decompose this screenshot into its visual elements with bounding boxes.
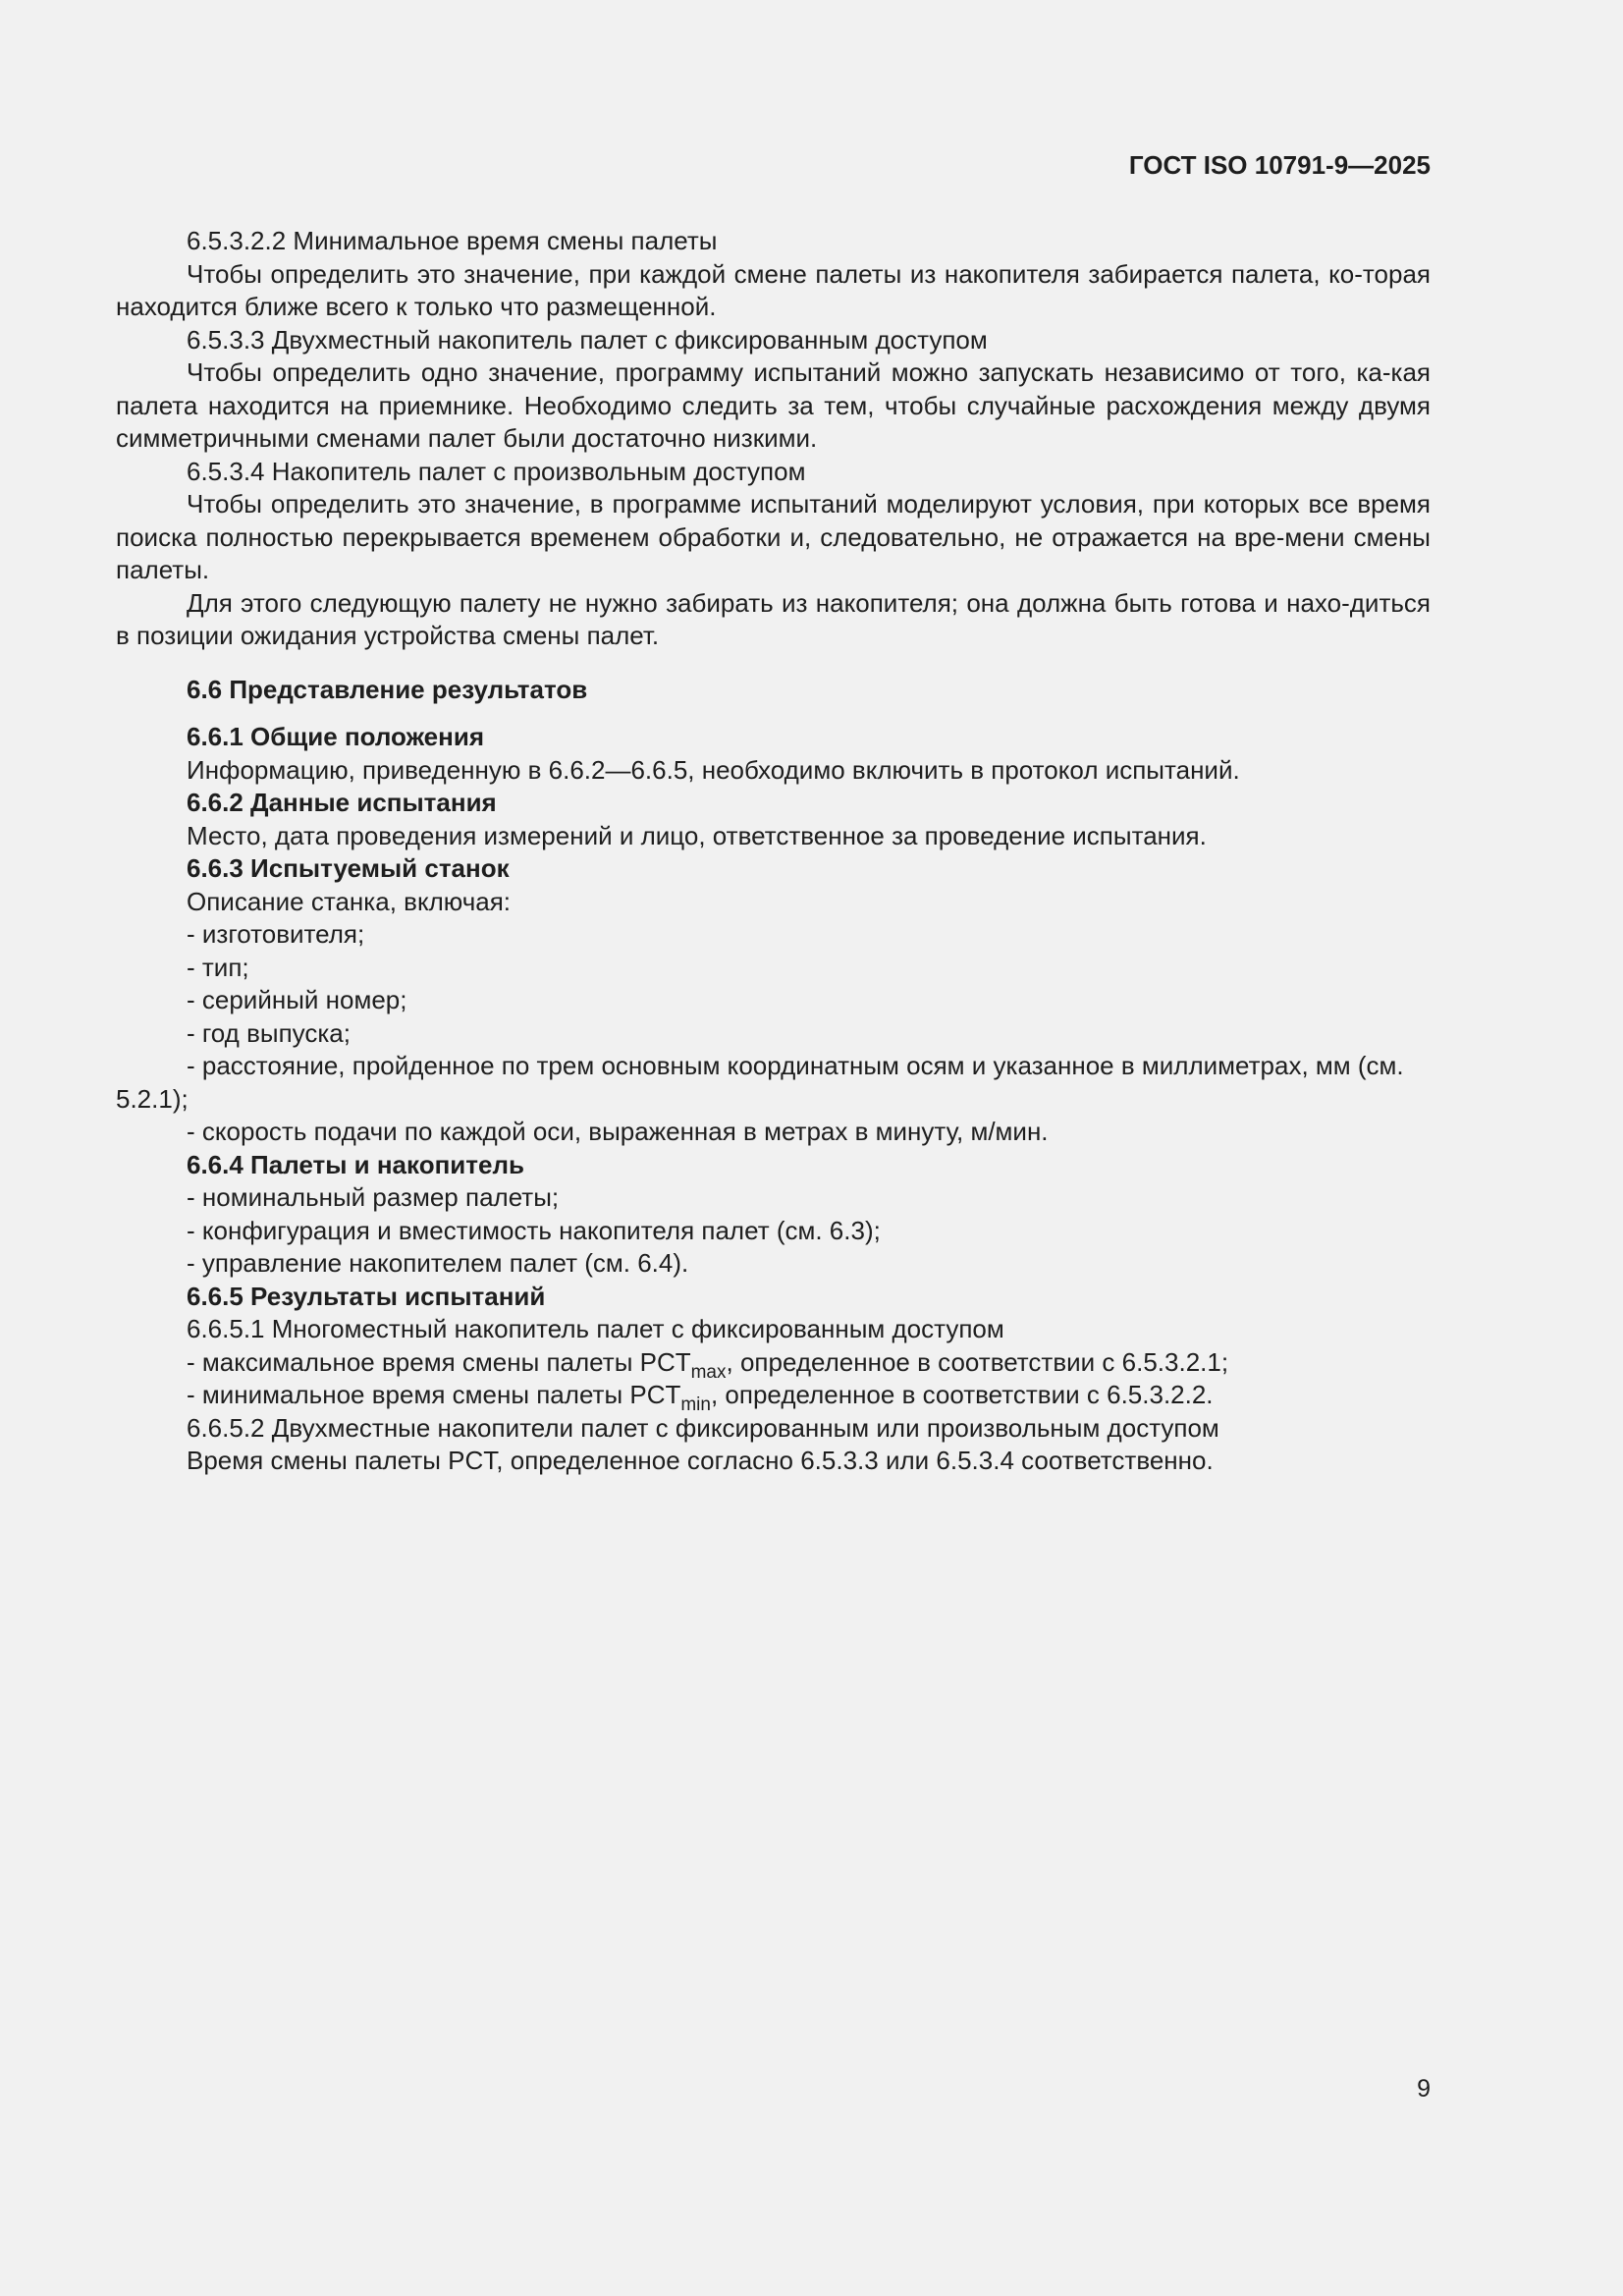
section-6-5-3-3-text: Чтобы определить одно значение, программу испытаний можно запускать независимо от того, ка-кая палета находится на приемнике. Необходимо следить за тем, чтобы случайные расхождения между двумя симметричными сменами палет были достаточно низкими. <box>116 357 1431 453</box>
section-6-6-2-title: 6.6.2 Данные испытания <box>187 788 497 817</box>
page-number: 9 <box>1417 2075 1431 2103</box>
list-item: - расстояние, пройденное по трем основным координатным осям и указанное в миллиметрах, мм (см. 5.2.1); <box>116 1051 1404 1114</box>
list-item-pct-max <box>116 1346 1431 1383</box>
document-body <box>116 225 1431 1478</box>
list-item: - год выпуска; <box>187 1017 351 1048</box>
section-6-6-5-2-text: Время смены палеты PCT, определенное согласно 6.5.3.3 или 6.5.3.4 соответственно. <box>187 1446 1214 1475</box>
section-6-6-5-2-title: 6.6.5.2 Двухместные накопители палет с фиксированным или произвольным доступом <box>187 1412 1219 1443</box>
section-6-5-3-4-text-1: Чтобы определить это значение, в программе испытаний моделируют условия, при которых все время поиска полностью перекрывается временем обработки и, следовательно, не отражается на вре-мени смены палеты. <box>116 489 1431 584</box>
list-item: - тип; <box>187 952 249 982</box>
list-item: - конфигурация и вместимость накопителя палет (см. 6.3); <box>187 1215 881 1245</box>
pct-min-subscript: min <box>680 1394 711 1415</box>
section-6-6-title: 6.6 Представление результатов <box>187 674 588 704</box>
pct-max-suffix: , определенное в соответствии с 6.5.3.2.1; <box>726 1346 1229 1377</box>
list-item: - скорость подачи по каждой оси, выраженная в метрах в минуту, м/мин. <box>187 1117 1049 1146</box>
pct-max-subscript: max <box>690 1361 727 1383</box>
pct-max-prefix: - максимальное время смены палеты PCT <box>187 1346 691 1377</box>
section-6-6-1-text: Информацию, приведенную в 6.6.2—6.6.5, необходимо включить в протокол испытаний. <box>187 754 1240 785</box>
list-item: - серийный номер; <box>187 985 407 1014</box>
section-6-6-3-title: 6.6.3 Испытуемый станок <box>187 853 510 883</box>
list-item: - изготовителя; <box>187 919 365 949</box>
section-6-6-2-text: Место, дата проведения измерений и лицо, ответственное за проведение испытания. <box>187 820 1207 850</box>
section-6-5-3-3-title: 6.5.3.3 Двухместный накопитель палет с фиксированным доступом <box>187 324 988 355</box>
section-6-5-3-4-title: 6.5.3.4 Накопитель палет с произвольным доступом <box>187 456 806 486</box>
section-6-6-5-title: 6.6.5 Результаты испытаний <box>187 1281 546 1311</box>
section-6-5-3-2-2-text: Чтобы определить это значение, при каждой смене палеты из накопителя забирается палета, ко-торая находится ближе всего к только что размещенной. <box>116 258 1431 321</box>
list-item-pct-min <box>116 1379 1431 1415</box>
section-6-5-3-4-text-2: Для этого следующую палету не нужно забирать из накопителя; она должна быть готова и нахо-диться в позиции ожидания устройства смены палет. <box>116 587 1431 650</box>
list-item: - номинальный размер палеты; <box>187 1182 560 1212</box>
pct-min-suffix: , определенное в соответствии с 6.5.3.2.2. <box>710 1380 1214 1409</box>
list-item: - управление накопителем палет (см. 6.4). <box>187 1248 689 1278</box>
section-6-6-5-1-title: 6.6.5.1 Многоместный накопитель палет с фиксированным доступом <box>187 1314 1004 1343</box>
pct-min-prefix: - минимальное время смены палеты PCT <box>187 1380 681 1409</box>
section-6-6-3-intro: Описание станка, включая: <box>187 886 512 916</box>
section-6-5-3-2-2-title: 6.5.3.2.2 Минимальное время смены палеты <box>187 226 718 255</box>
document-code: ГОСТ ISO 10791-9—2025 <box>1128 150 1431 180</box>
section-6-6-4-title: 6.6.4 Палеты и накопитель <box>187 1149 524 1179</box>
section-6-6-1-title: 6.6.1 Общие положения <box>187 722 484 751</box>
